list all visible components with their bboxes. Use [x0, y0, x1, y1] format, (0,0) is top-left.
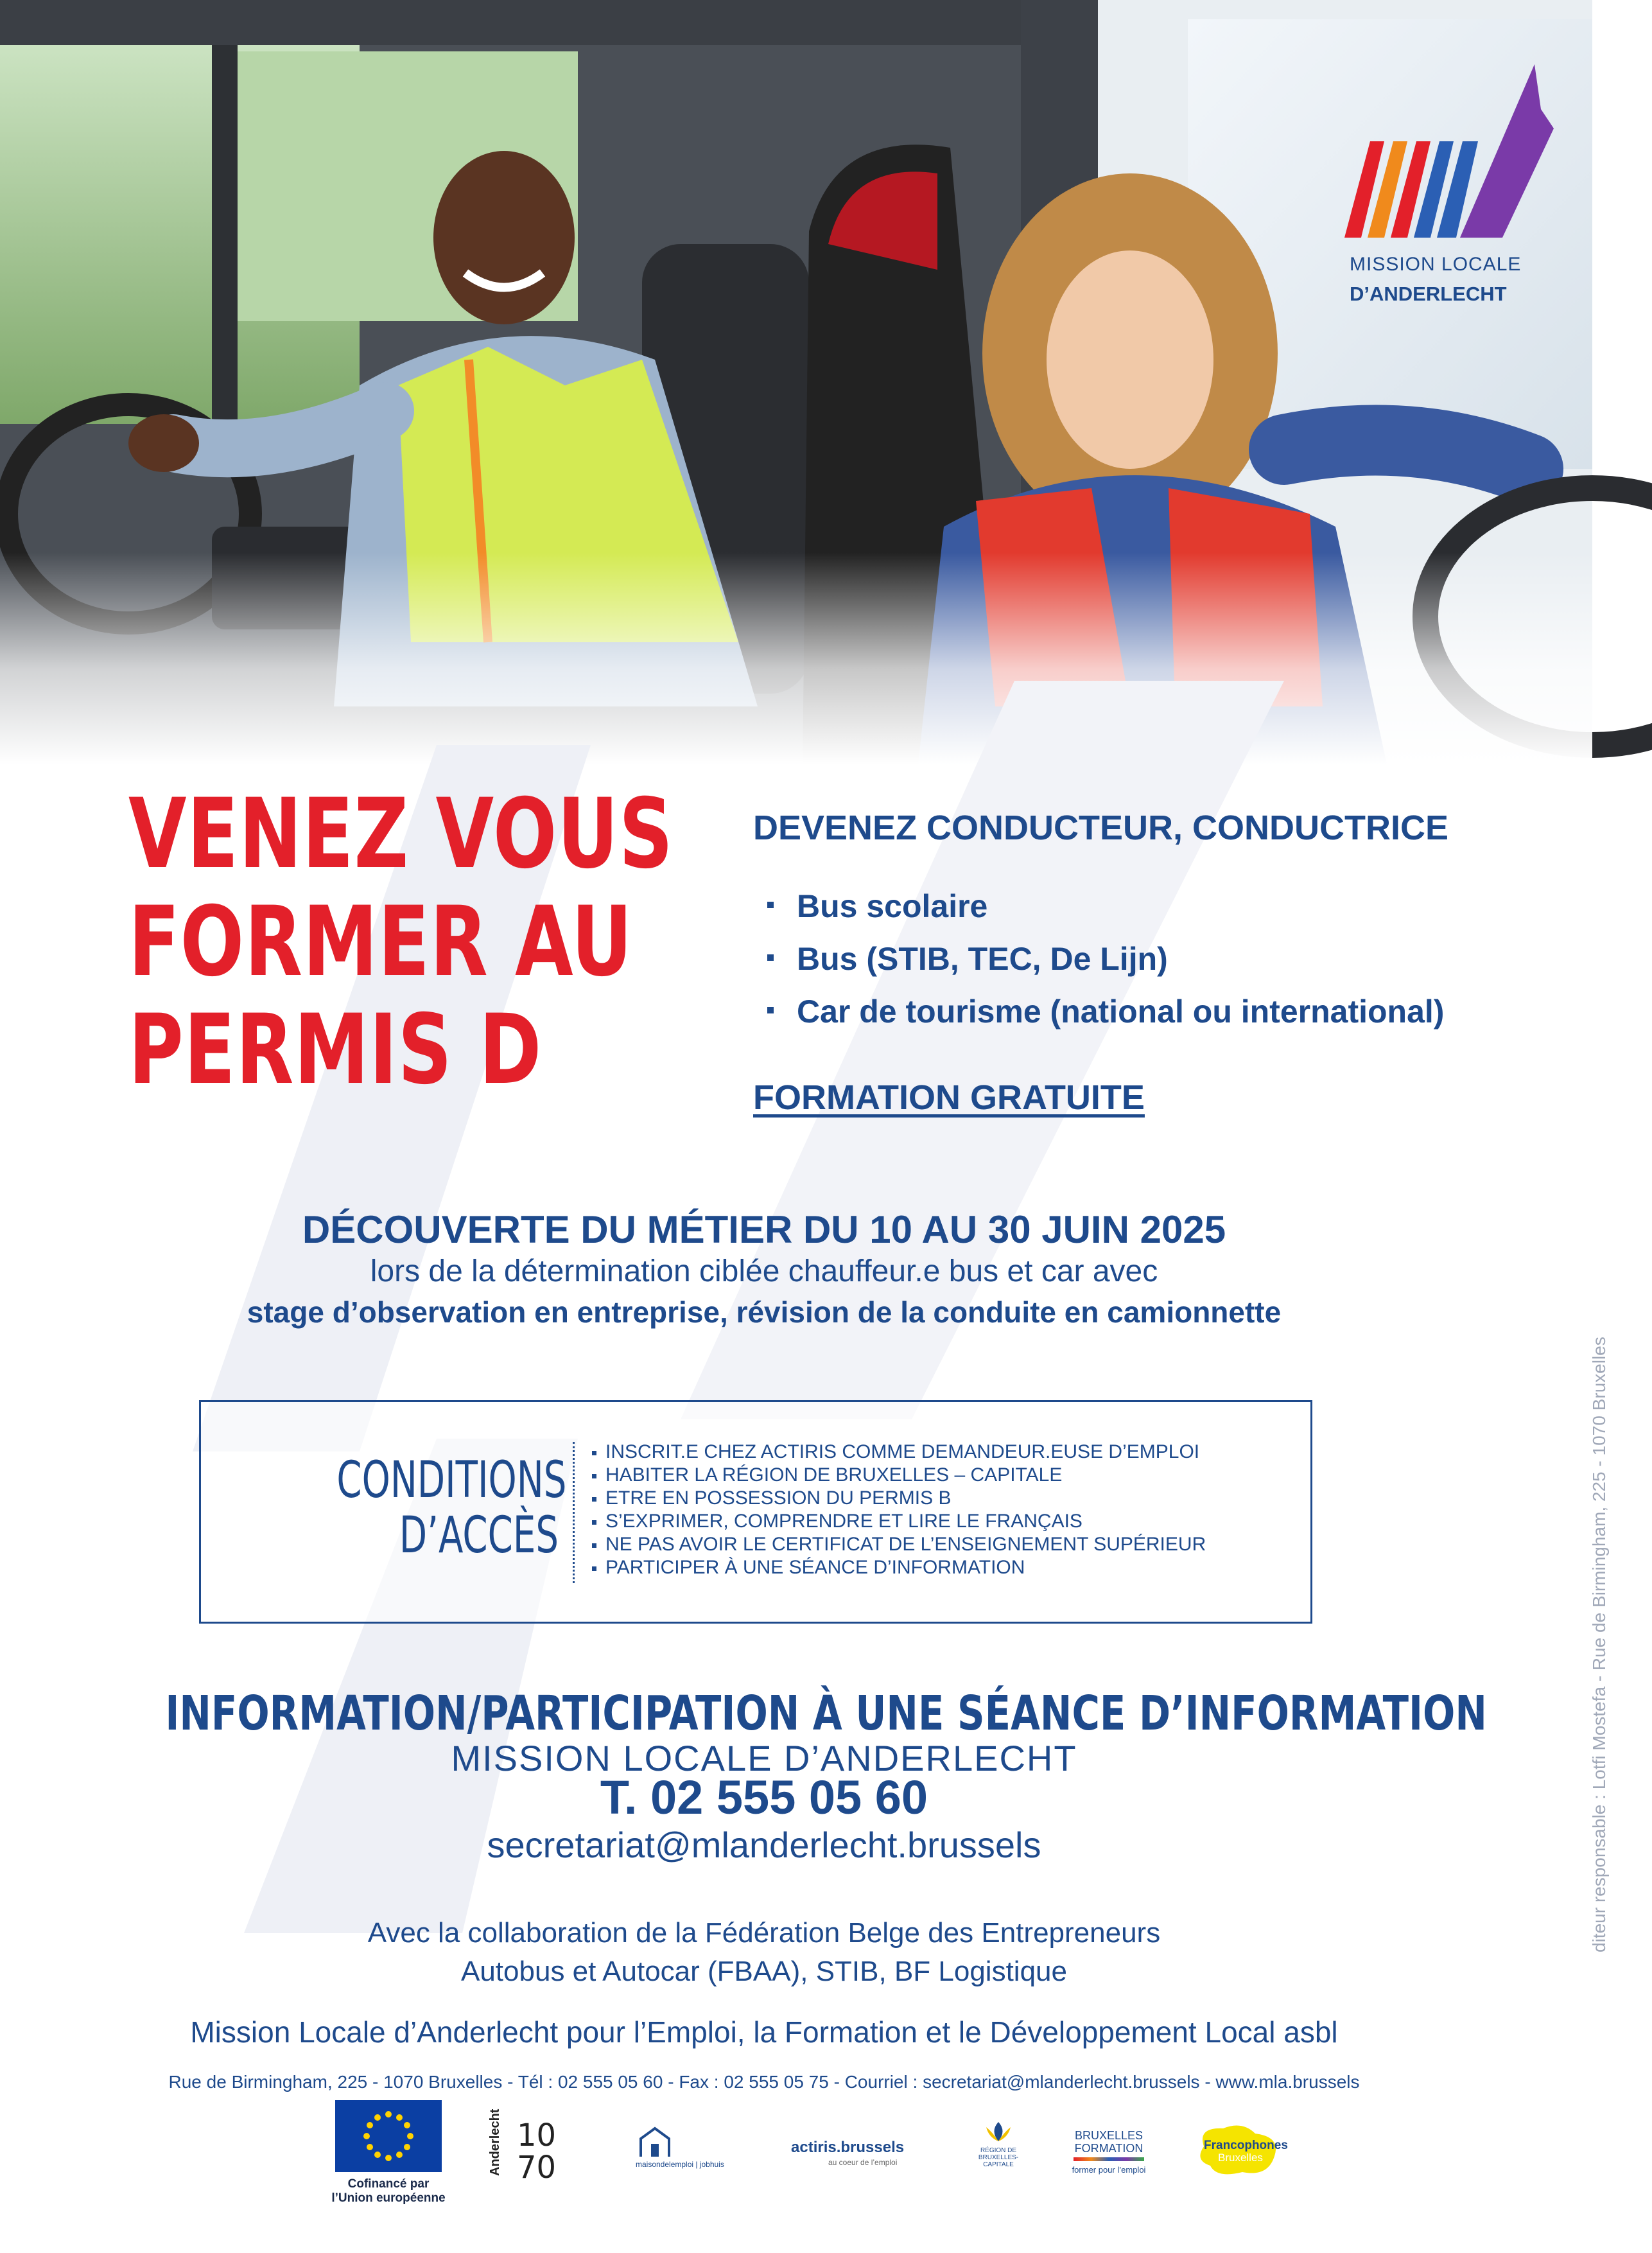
anderlecht-logo-digits: 70	[517, 2150, 557, 2186]
eu-caption-line: Cofinancé par	[347, 2177, 430, 2191]
condition-text: NE PAS AVOIR LE CERTIFICAT DE L’ENSEIGNEMENT SUPÉRIEUR	[605, 1534, 1206, 1555]
anderlecht-logo	[517, 2119, 556, 2184]
condition-item	[592, 1464, 1206, 1487]
bullet-icon	[592, 1520, 596, 1525]
free-training-label: FORMATION GRATUITE	[753, 1078, 1145, 1117]
bullet-icon	[592, 1474, 596, 1478]
discovery-line-bold: stage d’observation en entreprise, révision de la conduite en camionnette	[247, 1295, 1282, 1329]
condition-text: PARTICIPER À UNE SÉANCE D’INFORMATION	[605, 1557, 1025, 1578]
iris-icon	[976, 2119, 1021, 2145]
condition-item	[592, 1510, 1206, 1533]
eu-caption-line: l’Union européenne	[331, 2191, 446, 2205]
role-heading: DEVENEZ CONDUCTEUR, CONDUCTRICE	[753, 809, 1449, 847]
bullet-icon	[592, 1566, 596, 1571]
condition-text: S’EXPRIMER, COMPRENDRE ET LIRE LE FRANÇAIS	[605, 1511, 1082, 1532]
condition-text: ETRE EN POSSESSION DU PERMIS B	[605, 1487, 952, 1509]
eu-flag-icon	[335, 2100, 442, 2172]
role-item	[767, 985, 1444, 1038]
bruxelles-formation-tagline: former pour l’emploi	[1072, 2165, 1146, 2175]
color-bar-icon	[1074, 2157, 1144, 2161]
condition-text: HABITER LA RÉGION DE BRUXELLES – CAPITALE	[605, 1464, 1063, 1486]
brussels-region-logo	[976, 2119, 1021, 2168]
collaboration-line: Avec la collaboration de la Fédération Belge des Entrepreneurs	[367, 1917, 1161, 1949]
discovery-title: DÉCOUVERTE DU MÉTIER DU 10 AU 30 JUIN 2025	[302, 1208, 1226, 1251]
discovery-line: lors de la détermination ciblée chauffeur.e bus et car avec	[370, 1254, 1158, 1288]
brussels-region-label: RÉGION DE BRUXELLES-CAPITALE	[978, 2147, 1019, 2168]
bullet-icon	[592, 1543, 596, 1548]
conditions-list	[592, 1441, 1206, 1579]
condition-item	[592, 1441, 1206, 1464]
role-item-label: Car de tourisme (national ou international)	[797, 994, 1445, 1030]
headline-line: VENEZ VOUS	[128, 778, 674, 890]
condition-item	[592, 1556, 1206, 1579]
role-item-label: Bus scolaire	[797, 888, 988, 924]
footer-address: Rue de Birmingham, 225 - 1070 Bruxelles - Tél : 02 555 05 60 - Fax : 02 555 05 75 - Courriel : secretariat@mlanderlecht.brussels - www.mla.brussels	[168, 2072, 1360, 2092]
bullet-icon	[767, 902, 774, 908]
bullet-icon	[592, 1497, 596, 1502]
condition-item	[592, 1487, 1206, 1510]
anderlecht-logo-digits: 10	[517, 2117, 557, 2153]
role-item	[767, 880, 1444, 933]
bullet-icon	[592, 1451, 596, 1455]
francophones-sub: Bruxelles	[1218, 2152, 1263, 2164]
francophones-bruxelles-logo	[1191, 2121, 1287, 2182]
actiris-logo: actiris.brussels	[791, 2139, 905, 2156]
maison-emploi-logo	[636, 2126, 724, 2169]
role-list	[767, 880, 1444, 1038]
francophones-label: Francophones	[1204, 2139, 1288, 2152]
information-title-text: INFORMATION/PARTICIPATION À UNE SÉANCE D’INFORMATION	[165, 1686, 1487, 1741]
bruxelles-formation-line: BRUXELLES	[1074, 2129, 1143, 2142]
bullet-icon	[767, 954, 774, 961]
conditions-divider	[573, 1442, 575, 1583]
house-icon	[636, 2126, 674, 2158]
conditions-title	[250, 1451, 567, 1565]
publisher-vertical-text: diteur responsable : Lotfi Mostefa - Rue de Birmingham, 225 - 1070 Bruxelles	[1589, 1337, 1609, 1952]
conditions-title-line: CONDITIONS	[336, 1451, 567, 1509]
condition-item	[592, 1533, 1206, 1556]
information-title	[0, 1686, 1528, 1741]
logo-text-line1: MISSION LOCALE	[1350, 254, 1522, 275]
eu-caption	[321, 2177, 456, 2205]
conditions-title-line: D’ACCÈS	[399, 1507, 559, 1565]
logo-text-line2: D’ANDERLECHT	[1350, 283, 1507, 305]
bruxelles-formation-line: FORMATION	[1074, 2142, 1143, 2155]
email-link[interactable]: secretariat@mlanderlecht.brussels	[487, 1825, 1041, 1865]
phone-number[interactable]: T. 02 555 05 60	[600, 1771, 928, 1824]
headline-line: PERMIS D	[128, 994, 543, 1106]
role-item	[767, 933, 1444, 985]
maison-emploi-label: maisondelemploi | jobhuis	[636, 2160, 724, 2169]
bruxelles-formation-logo	[1067, 2129, 1151, 2177]
collaboration-line: Autobus et Autocar (FBAA), STIB, BF Logistique	[460, 1956, 1067, 1987]
role-item-label: Bus (STIB, TEC, De Lijn)	[797, 941, 1168, 977]
actiris-tagline: au coeur de l’emploi	[828, 2158, 898, 2167]
condition-text: INSCRIT.E CHEZ ACTIRIS COMME DEMANDEUR.EUSE D’EMPLOI	[605, 1441, 1200, 1462]
headline-line: FORMER AU	[128, 886, 633, 998]
organisation-full-name: Mission Locale d’Anderlecht pour l’Emploi, la Formation et le Développement Local asbl	[190, 2015, 1338, 2049]
anderlecht-logo-word: Anderlecht	[488, 2108, 502, 2176]
headline	[128, 780, 770, 1104]
bullet-icon	[767, 1007, 774, 1013]
information-organisation: MISSION LOCALE D’ANDERLECHT	[451, 1738, 1077, 1778]
